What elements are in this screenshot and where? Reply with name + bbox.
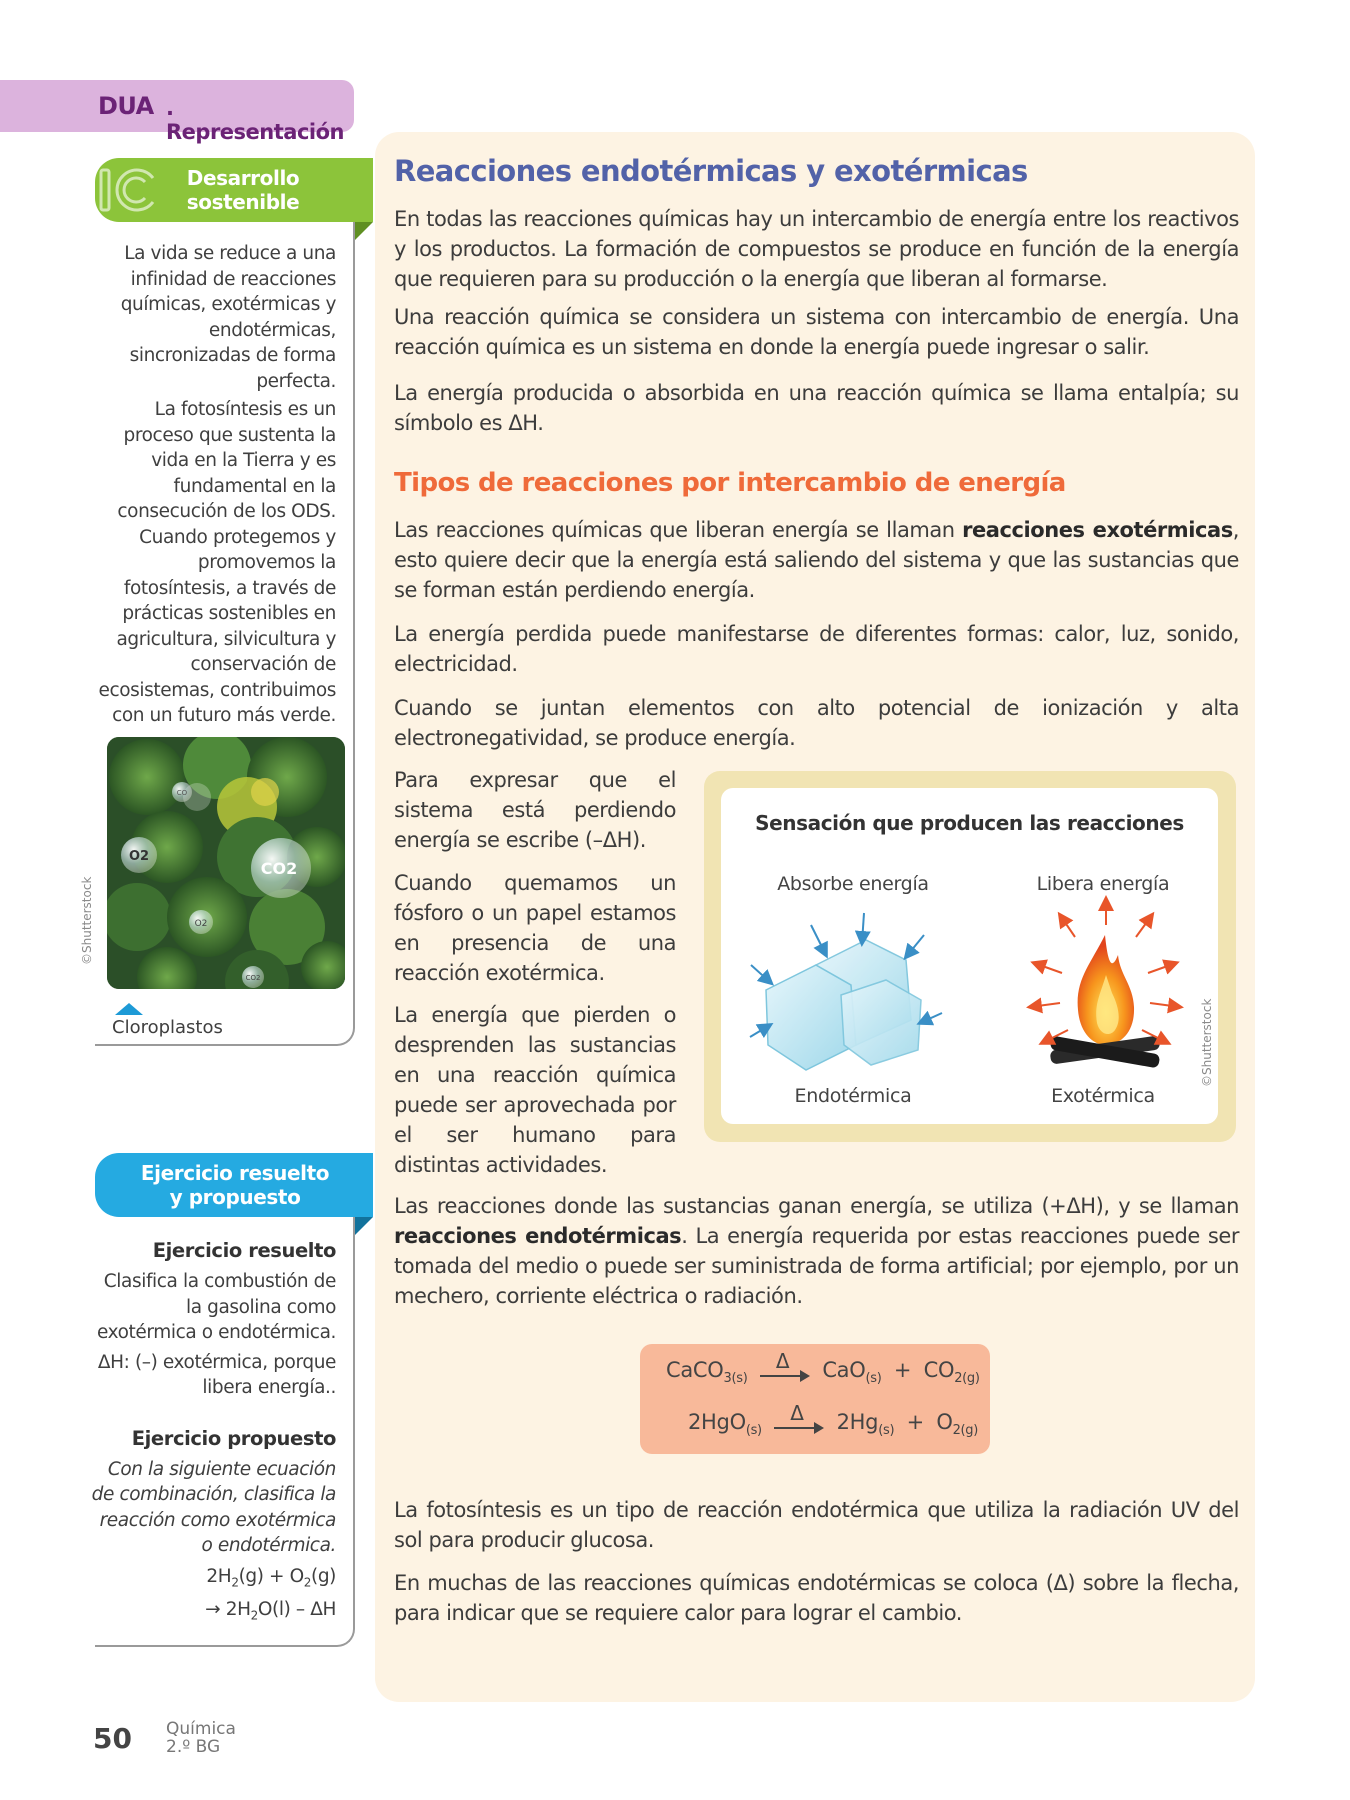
paragraph-10-a: Las reacciones donde las sustancias ganan energía, se utiliza (+ΔH), y se llaman — [394, 1194, 1239, 1218]
eq-part-b: (g) + O — [238, 1565, 304, 1587]
sustainability-title — [165, 166, 321, 214]
eq1-product-1-sub: (s) — [865, 1371, 882, 1387]
sustainability-text — [96, 241, 336, 729]
proposed-exercise-title: Ejercicio propuesto — [131, 1426, 336, 1450]
sustainability-title-line2: sostenible — [186, 190, 300, 214]
paragraph-7: Para expresar que el sistema está perdiendo energía se escribe (–ΔH). — [394, 768, 676, 852]
paragraph-12: En muchas de las reacciones químicas endotérmicas se coloca (Δ) sobre la flecha, para indicar que se requiere calor para lograr el cambio. — [394, 1571, 1239, 1625]
bubble-label-co2-small: CO2 — [245, 974, 261, 982]
paragraph-3: La energía producida o absorbida en una reacción química se llama entalpía; su símbolo es ΔH. — [394, 381, 1239, 435]
paragraph-10 — [394, 1191, 1239, 1311]
paragraph-5: La energía perdida puede manifestarse de diferentes formas: calor, luz, sonido, electricidad. — [394, 622, 1239, 676]
proposed-exercise-question: Con la siguiente ecuación de combinación, clasifica la reacción como exotérmica o endotérmica. — [91, 1458, 336, 1556]
figure-label-exothermic: Exotérmica — [1051, 1085, 1155, 1107]
eq1-reactant: CaCO — [666, 1358, 724, 1382]
eq-part-c: (g) — [311, 1565, 336, 1587]
bubble-label-co2-large: CO2 — [260, 859, 298, 878]
paragraph-9: La energía que pierden o desprenden las sustancias en una reacción química puede ser aprovechada por el ser humano para distintas actividades. — [394, 1003, 676, 1177]
eq-part-e: O(l) – ΔH — [257, 1599, 336, 1621]
paragraph-6: Cuando se juntan elementos con alto potencial de ionización y alta electronegatividad, se produce energía. — [394, 696, 1239, 750]
chloroplast-photo — [107, 737, 345, 989]
sustainability-paragraph-2: La fotosíntesis es un proceso que sustenta la vida en la Tierra y es fundamental en la consecución de los ODS. Cuando protegemos y promovemos la fotosíntesis, a través de prácticas sostenibles en agricultura, silvicultura y conservación de ecosistemas, contribuimos con un futuro más verde. — [98, 399, 336, 726]
eq-sub-b: 2 — [303, 1575, 312, 1590]
eq-part-d: → 2H — [205, 1599, 251, 1621]
sustainability-title-line1: Desarrollo — [186, 166, 300, 190]
eq2-plus: + — [906, 1410, 924, 1434]
equation-2 — [688, 1401, 979, 1439]
paragraph-10-c: . La energía requerida por estas reacciones puede ser tomada del medio o puede ser suministrada de forma artificial; por ejemplo, por un mechero, corriente eléctrica o radiación. — [394, 1224, 1240, 1308]
exercise-header — [95, 1153, 373, 1217]
photo-credit-left: ©Shutterstock — [80, 876, 94, 965]
sustainability-header — [95, 158, 373, 222]
paragraph-1: En todas las reacciones químicas hay un intercambio de energía entre los reactivos y los productos. La formación de compuestos se produce en función de la energía que requieren para su producción o la energía que liberan al formarse. — [394, 207, 1239, 291]
eq2-reactant-sub: (s) — [745, 1423, 762, 1439]
eq1-reactant-sub: 3(s) — [723, 1371, 748, 1387]
page-title: Reacciones endotérmicas y exotérmicas — [394, 154, 1028, 188]
eq1-delta: Δ — [775, 1349, 790, 1373]
sustainability-paragraph-1: La vida se reduce a una infinidad de reacciones químicas, exotérmicas y endotérmicas, sincronizadas de forma perfecta. — [120, 243, 336, 392]
exercise-title-line1: Ejercicio resuelto — [140, 1161, 330, 1185]
eq2-product-2: O — [936, 1410, 953, 1434]
footer-grade: 2.º BG — [166, 1737, 221, 1757]
tree-canopy-illustration — [107, 737, 345, 989]
paragraph-4 — [394, 515, 1239, 605]
figure-label-releases: Libera energía — [1036, 873, 1170, 895]
eq1-product-2: CO — [923, 1358, 955, 1382]
eq1-heat-arrow-icon — [760, 1349, 810, 1381]
eq-sub-a: 2 — [231, 1575, 239, 1590]
figure-photo-credit: ©Shutterstock — [1200, 998, 1214, 1087]
dua-subtitle: . Representación — [166, 96, 344, 144]
eq-sub-d: 2 — [250, 1608, 258, 1623]
bubble-label-o2-left: O2 — [128, 849, 150, 864]
paragraph-2: Una reacción química se considera un sistema con intercambio de energía. Una reacción química es un sistema en donde la energía puede ingresar o salir. — [394, 305, 1239, 359]
footer-subject-name: Química — [166, 1719, 236, 1739]
paragraph-10-bold: reacciones endotérmicas — [394, 1224, 682, 1248]
footer-subject — [166, 1720, 236, 1756]
paragraph-8: Cuando quemamos un fósforo o un papel estamos en presencia de una reacción exotérmica. — [394, 871, 676, 985]
solved-exercise-answer: ΔH: (–) exotérmica, porque libera energía.. — [97, 1351, 336, 1398]
bubble-label-co: CO — [176, 789, 188, 797]
eq1-product-1: CaO — [822, 1358, 866, 1382]
section-subtitle: Tipos de reacciones por intercambio de energía — [394, 468, 1066, 498]
figure-title: Sensación que producen las reacciones — [755, 811, 1184, 835]
sustainability-fold — [355, 222, 373, 240]
campfire-icon — [1020, 895, 1190, 1075]
caption-arrow-icon — [115, 1003, 143, 1015]
dua-tab — [0, 80, 354, 144]
bubble-label-o2-small: O2 — [194, 919, 208, 929]
solved-exercise-title: Ejercicio resuelto — [152, 1239, 336, 1262]
exercise-title-line2: y propuesto — [169, 1185, 301, 1209]
eq2-reactant: 2HgO — [688, 1410, 746, 1434]
dua-label: DUA — [98, 92, 154, 120]
eq-part-a: 2H — [206, 1565, 232, 1587]
eq1-product-2-sub: 2(g) — [954, 1371, 980, 1387]
eq2-product-1-sub: (s) — [878, 1423, 895, 1439]
proposed-exercise-equation — [90, 1563, 336, 1630]
exercise-content — [90, 1229, 336, 1630]
paragraph-4-a: Las reacciones químicas que liberan energía se llaman — [394, 518, 963, 542]
eq2-product-1: 2Hg — [836, 1410, 879, 1434]
exercise-fold — [355, 1217, 373, 1235]
eq2-heat-arrow-icon — [774, 1401, 824, 1433]
chloroplast-caption: Cloroplastos — [112, 1017, 223, 1038]
paragraph-4-bold: reacciones exotérmicas — [962, 518, 1233, 542]
eq2-product-2-sub: 2(g) — [952, 1423, 979, 1439]
eq2-delta: Δ — [790, 1401, 804, 1425]
solved-exercise-question: Clasifica la combustión de la gasolina como exotérmica o endotérmica. — [96, 1271, 336, 1343]
equation-1 — [666, 1349, 980, 1387]
exercise-title — [115, 1161, 355, 1209]
paragraph-11: La fotosíntesis es un tipo de reacción endotérmica que utiliza la radiación UV del sol para producir glucosa. — [394, 1498, 1239, 1552]
ic-sustainability-icon — [97, 162, 159, 218]
page-number: 50 — [93, 1722, 132, 1755]
eq1-plus: + — [893, 1358, 912, 1382]
paragraph-4-c: , esto quiere decir que la energía está saliendo del sistema y que las sustancias que se forman están perdiendo energía. — [394, 518, 1239, 602]
ice-cubes-icon — [746, 905, 946, 1075]
figure-label-endothermic: Endotérmica — [794, 1085, 912, 1107]
figure-label-absorbs: Absorbe energía — [777, 873, 929, 895]
